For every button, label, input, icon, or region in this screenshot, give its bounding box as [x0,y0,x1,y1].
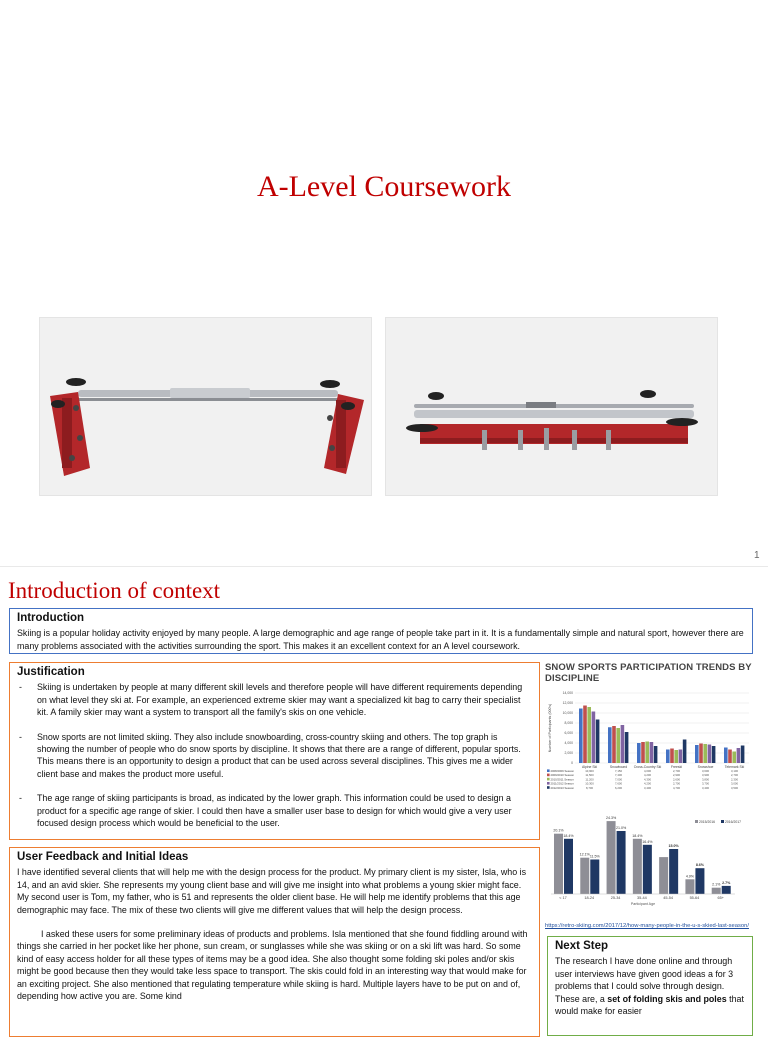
table-value: 4,300 [644,777,651,782]
bar [616,728,620,763]
bar [590,860,599,895]
bar [712,746,716,763]
bar [722,886,731,894]
introduction-box [9,608,753,654]
bar [633,839,642,894]
chart-background [545,808,759,914]
legend-swatch [721,820,724,823]
ski-rack-flat-image [386,318,717,495]
table-value: 2,700 [673,769,680,773]
introduction-text: Skiing is a popular holiday activity enjoyed by many people. A large demographic and age range of people take part in it. It is a fundamentally simple and natural sport, however there are many problems associated with the activities surrounding the sport. This makes it an excellent context for an A level coursework. [17,628,744,651]
legend-entry: 2012/2013 Season [550,785,574,790]
bar [728,750,732,764]
next-step-text-part: The research I have done online and through user interviews have given good ideas a for 3 problems that I could solve through design. These are, a [555,956,734,1004]
legend-entry: 2008/2009 Season [550,769,574,773]
data-label: 11.5% [589,854,600,859]
x-tick-label: Alpine Ski [581,765,598,769]
x-tick-label: 45-54 [663,896,674,900]
age-chart [545,808,759,932]
bar [617,831,626,894]
x-tick-label: Snowshoe [697,765,714,769]
data-label: 24.3% [605,816,617,821]
table-value: 3,700 [702,781,709,786]
table-value: 3,500 [731,785,738,790]
bar [724,748,728,764]
bar [579,709,583,764]
section-title: Introduction of context [8,578,221,603]
age-bar-chart [545,808,759,914]
table-value: 3,900 [702,773,709,778]
table-value: 2,900 [673,773,680,778]
legend-entry: 2011/2012 Season [550,781,574,786]
legend-swatch [547,786,550,789]
x-tick-label: Telemark Ski [724,765,745,769]
bar [596,720,600,764]
bar [654,746,658,763]
table-value: 11,200 [585,777,594,782]
bar [625,732,629,763]
table-value: 10,900 [585,769,594,773]
bar [666,750,670,764]
legend-entry: 2015/2016 [699,819,716,824]
product-photo-left [39,317,372,496]
x-tick-label: 25-34 [610,896,621,900]
data-label: 12.1% [579,852,590,857]
data-label: 2.7% [722,880,731,885]
x-axis-label: Participant Age [630,902,656,906]
x-tick-label: Cross-Country Ski [633,765,662,769]
legend-swatch [547,774,550,777]
table-value: 4,700 [673,785,680,790]
y-tick-label: 6,000 [564,731,573,736]
table-value: 7,600 [615,781,622,786]
table-value: 7,400 [615,773,622,778]
y-tick-label: 0 [571,761,573,766]
bar [659,857,668,894]
y-tick-label: 14,000 [562,691,573,696]
data-label: 2.1% [712,882,721,887]
bar [737,748,741,763]
justification-bullet: - Snow sports are not limited skiing. They also include snowboarding, cross-country skiing and others. The top graph is showing the number of people who do snow sports by discipline. It shows that there are a range of different, popular sports. This means there is an opportunity to design a product that can be used across several disciplines. This gives me a wider client base and makes the product more useful. [17,731,532,781]
bar [699,744,703,764]
table-value: 4,000 [644,769,651,773]
justification-box [9,662,540,840]
table-value: 3,400 [702,785,709,790]
ski-rack-folded-image [40,318,371,495]
bar [741,746,745,764]
table-value: 3,000 [731,781,738,786]
bar [708,745,712,764]
data-label: 20.1% [553,828,564,833]
bar [695,868,704,894]
bar [650,742,654,763]
bar [621,725,625,763]
introduction-heading: Introduction [17,612,85,624]
legend-entry: 2009/2010 Season [550,773,574,778]
y-tick-label: 10,000 [562,711,573,716]
justification-list [17,681,532,829]
page-number: 1 [754,550,760,561]
bar [637,743,641,763]
feedback-paragraph: I asked these users for some preliminary ideas of products and problems. Isla mentioned that she found fiddling around with things she carried in her pocket like her phone, sun cream, or sunglasses while she was skiing or on a ski lift was hard. So some kind of easy access holder for all these types of items may be a good idea. She also thought some folding ski poles and/or skis might be good because then they would take less space to transport. The skis could fold in an interesting way that would make for an exciting project. She also mentioned that regulating temperature while skiing is hard. Multiple layers have to be put on and of, depending how active you are. Some kind [17,929,528,1002]
x-tick-label: Freeski [670,765,683,769]
y-axis-label: Number of Participants (000's) [548,703,552,753]
legend-swatch [547,782,550,785]
participation-bar-chart [545,687,759,805]
table-value: 3,800 [702,777,709,782]
bar [679,750,683,764]
feedback-box [9,847,540,1037]
feedback-heading: User Feedback and Initial Ideas [17,851,189,863]
data-label: 8.6% [695,863,705,868]
next-step-heading: Next Step [555,940,609,952]
chart2-source-link[interactable]: https://retro-skiing.com/2017/12/how-many-people-in-the-u-s-skied-last-season/ [545,923,749,929]
product-photo-right [385,317,718,496]
table-value: 8,700 [586,785,593,790]
legend-swatch [547,778,550,781]
bar [732,752,736,764]
y-tick-label: 4,000 [564,741,573,746]
bar [674,750,678,763]
chart-title: SNOW SPORTS PARTICIPATION TRENDS BY DISCIPLINE [545,662,752,684]
legend-entry: 2016/2017 [725,819,742,824]
y-tick-label: 2,000 [564,751,573,756]
x-tick-label: 65+ [717,896,724,900]
x-tick-label: < 17 [559,896,567,900]
bar [703,744,707,763]
data-label: 18.4% [632,833,643,838]
data-label: 16.4% [642,839,653,844]
legend-swatch [547,769,550,772]
justification-heading: Justification [17,666,85,678]
table-value: 2,700 [731,773,738,778]
data-label: 18.4% [563,833,574,838]
y-tick-label: 8,000 [564,721,573,726]
slide-separator [0,566,768,567]
next-step-highlight: set of folding skis and poles [607,993,727,1004]
table-value: 10,300 [585,781,594,786]
bar [712,888,721,894]
bar [587,707,591,763]
feedback-paragraph: I have identified several clients that will help me with the design process for the product. My primary client is my sister, Isla, who is 14, and an avid skier. She represents my young client base and will give me insight into what problems a young skier might face. My second user is Tom, my father, who is 51 and represents the older client base. He will help me identify problems that this age demographic may face. The mix of these two clients will give me different values that will help the design process. [17,867,527,915]
table-value: 3,600 [702,769,709,773]
bar [683,740,687,764]
next-step-box [547,936,753,1036]
table-value: 2,700 [673,781,680,786]
justification-bullet: - Skiing is undertaken by people at many different skill levels and therefore people will have different requirements depending on what level they ski at. For example, an experienced extreme skier may want a specialized kit bag to carry their specialist kit. A family skier may want a system to transport all the family's skis on one vehicle. [17,681,532,718]
bar [580,858,589,894]
next-step-text-part: that would make for easier [555,993,744,1017]
table-value: 7,150 [615,769,622,773]
bar [669,849,678,894]
data-label: 21.0% [615,826,627,830]
x-tick-label: Snowboard [609,765,628,769]
bar [695,745,699,763]
bar [583,706,587,764]
next-step-text [555,955,745,1017]
x-tick-label: 18-24 [584,896,595,900]
data-label: 4.9% [685,874,695,879]
bar [554,834,563,894]
x-tick-label: 55-64 [689,896,700,900]
bar [641,742,645,763]
table-value: 11,500 [585,773,594,778]
bar [643,845,652,894]
slide-title: A-Level Coursework [256,170,512,203]
bar [645,742,649,764]
justification-bullet: - The age range of skiing participants is broad, as indicated by the lower graph. This information could be used to design a product for a specific age range of skier. I could then have a smaller user base to design for which would give a very user focused design process which would be beneficial to the user. [17,792,532,829]
bar [670,749,674,764]
x-tick-label: 35-44 [636,896,647,900]
y-tick-label: 12,000 [562,701,573,706]
data-label: 15.0% [668,844,679,848]
table-value: 3,400 [644,785,651,790]
bar [612,726,616,763]
bar [685,879,694,894]
table-value: 7,000 [615,777,622,782]
table-value: 3,100 [731,769,738,773]
table-value: 2,600 [673,777,680,782]
bar [608,727,612,763]
legend-entry: 2010/2011 Season [550,777,574,782]
table-value: 6,200 [615,785,622,790]
bar [564,839,573,894]
table-value: 4,200 [644,773,651,778]
bar [607,821,616,894]
bar [592,712,596,764]
legend-swatch [695,820,698,823]
participation-chart [545,662,759,802]
table-value: 4,200 [644,781,651,786]
table-value: 2,300 [731,777,738,782]
